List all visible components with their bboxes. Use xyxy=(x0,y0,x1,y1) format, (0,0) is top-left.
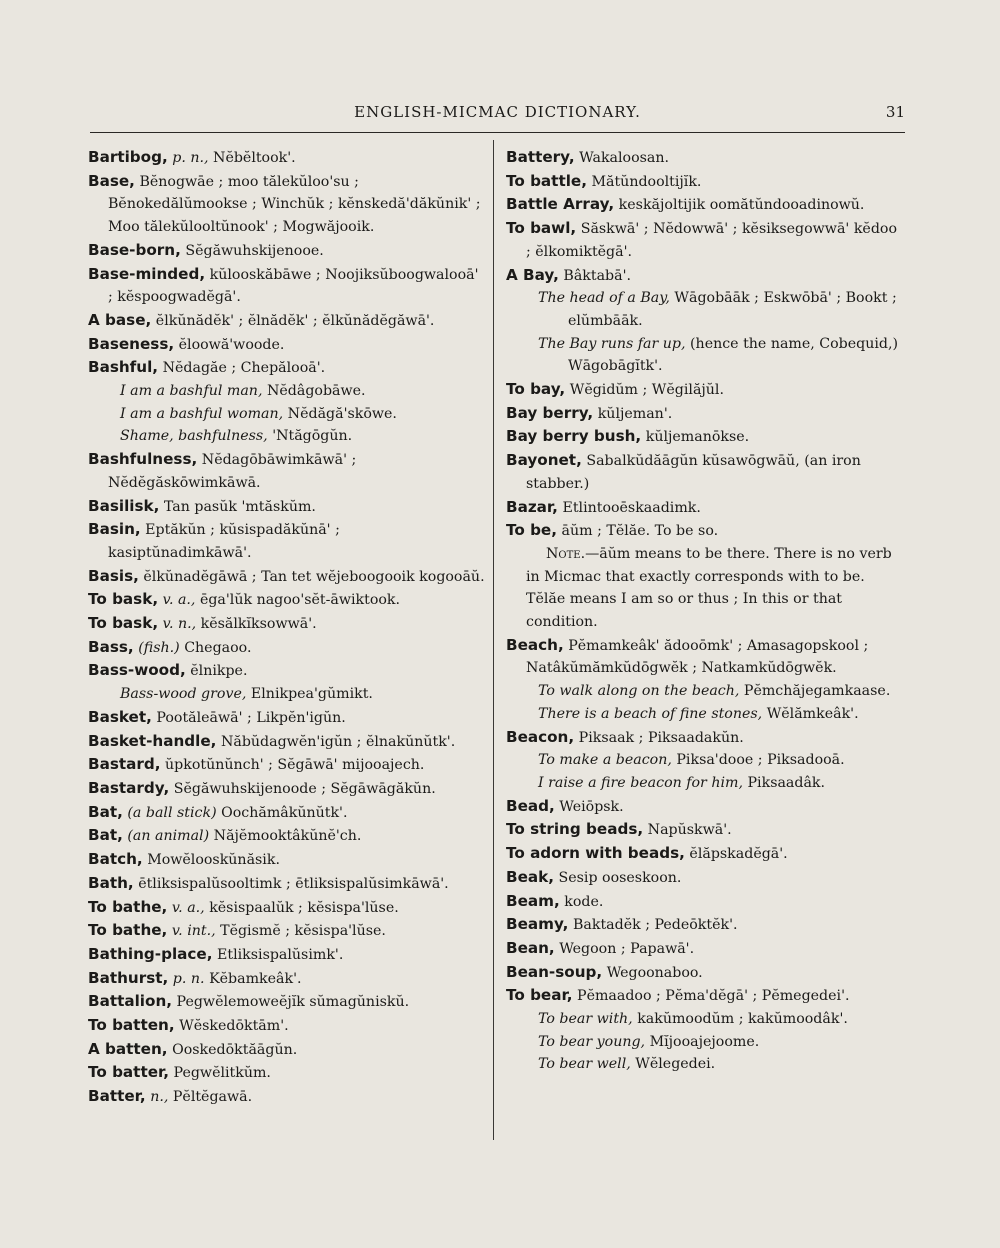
headword: Bastardy, xyxy=(88,778,170,797)
headword: A base, xyxy=(88,310,152,329)
dictionary-entry xyxy=(88,1085,486,1109)
example-phrase xyxy=(506,333,906,378)
dictionary-entry xyxy=(88,872,486,896)
translation: Etlintooēskaadimk. xyxy=(562,499,701,516)
example-phrase xyxy=(506,703,906,726)
dictionary-entry xyxy=(506,634,906,680)
translation: Wĕskedōktām'. xyxy=(179,1018,289,1035)
headword: Bazar, xyxy=(506,497,558,516)
grammar-note: v. a., xyxy=(162,592,196,609)
page-title: ENGLISH-MICMAC DICTIONARY. xyxy=(354,103,641,121)
translation: Weiōpsk. xyxy=(559,798,624,815)
dictionary-entry xyxy=(506,795,906,819)
dictionary-entry xyxy=(88,636,486,660)
translation: Sĕgăwuhskijenoode ; Sĕgāwāgăkŭn. xyxy=(173,780,436,797)
translation: kŭlooskăbāwe ; Noojiksŭboogwalooā' ; kĕspoogwadĕgā'. xyxy=(108,266,479,306)
translation: Piksaadâk. xyxy=(747,774,826,791)
dictionary-entry xyxy=(88,146,486,170)
dictionary-entry xyxy=(506,449,906,495)
example-phrase xyxy=(506,1008,906,1031)
translation: Năbŭdagwĕn'igŭn ; ĕlnakŭnŭtk'. xyxy=(220,733,456,750)
headword: Battle Array, xyxy=(506,195,615,214)
page-number: 31 xyxy=(885,103,905,121)
dictionary-entry xyxy=(88,919,486,943)
headword: Battalion, xyxy=(88,992,173,1011)
headword: Basket, xyxy=(88,707,152,726)
headword: To bay, xyxy=(506,380,566,399)
translation: Piksa'dooe ; Piksadooā. xyxy=(676,752,845,769)
headword: To bear, xyxy=(506,986,573,1005)
translation: (hence the name, Cobequid,) Wāgobāgĭtk'. xyxy=(568,335,899,375)
phrase: To bear young, xyxy=(538,1033,646,1050)
phrase: The Bay runs far up, xyxy=(538,335,686,352)
headword: Bat, xyxy=(88,802,123,821)
example-phrase xyxy=(88,380,486,403)
headword: To bask, xyxy=(88,590,159,609)
headword: To batten, xyxy=(88,1016,175,1035)
translation: ĕlnikpe. xyxy=(190,663,248,680)
dictionary-entry xyxy=(88,967,486,991)
headword: Bass-wood, xyxy=(88,661,186,680)
translation: ĕlkŭnadĕgāwā ; Tan tet wĕjeboogooik kogooāŭ. xyxy=(143,568,485,585)
translation: Pĕmchăjegamkaase. xyxy=(743,683,891,700)
dictionary-entry xyxy=(506,890,906,914)
dictionary-entry xyxy=(506,961,906,985)
phrase: The head of a Bay, xyxy=(538,290,670,307)
headword: A batten, xyxy=(88,1039,168,1058)
translation: Wegoon ; Papawā'. xyxy=(559,940,695,957)
example-phrase xyxy=(88,683,486,706)
headword: Batch, xyxy=(88,850,143,869)
dictionary-entry xyxy=(506,170,906,194)
translation: Sabalkŭdăāgŭn kŭsawōgwāŭ, (an iron stabber.) xyxy=(526,453,861,492)
translation: Bĕnogwāe ; moo tălekŭloo'su ; Bĕnokedălŭmookse ; Winchŭk ; kĕnskedă'dăkŭnik' ; Moo tălekŭlooltŭnook' ; Mogwăjooik. xyxy=(108,173,481,236)
dictionary-entry xyxy=(506,842,906,866)
headword: Beach, xyxy=(506,635,564,654)
left-column xyxy=(88,146,486,1109)
grammar-note: v. n., xyxy=(162,616,197,633)
dictionary-entry xyxy=(88,848,486,872)
headword: Beamy, xyxy=(506,915,569,934)
translation: Piksaak ; Piksaadakŭn. xyxy=(578,729,744,746)
example-phrase xyxy=(506,749,906,772)
headword: Bartibog, xyxy=(88,148,168,166)
translation: Pĕmamkeâk' ădooōmk' ; Amasagopskool ; Natâkŭmămkŭdōgwĕk ; Natkamkŭdōgwĕk. xyxy=(526,637,869,677)
headword: Bay berry, xyxy=(506,403,594,422)
dictionary-entry xyxy=(88,896,486,920)
headword: Beak, xyxy=(506,867,554,886)
grammar-note: (fish.) xyxy=(138,639,180,656)
translation: Mĭjooajejoome. xyxy=(649,1033,760,1050)
dictionary-entry xyxy=(88,1014,486,1038)
dictionary-entry xyxy=(88,518,486,564)
translation: Wĕlămkeâk'. xyxy=(766,705,859,722)
translation: Năjĕmooktâkŭnĕ'ch. xyxy=(213,828,362,845)
example-phrase xyxy=(506,680,906,703)
headword: Bay berry bush, xyxy=(506,427,642,446)
dictionary-entry xyxy=(88,730,486,754)
grammar-note: (an animal) xyxy=(127,828,210,845)
dictionary-entry xyxy=(506,425,906,449)
example-phrase xyxy=(506,772,906,795)
dictionary-entry xyxy=(88,1038,486,1062)
translation: ŭpkotŭnŭnch' ; Sĕgāwā' mijooajech. xyxy=(165,757,425,774)
grammar-note: n., xyxy=(150,1089,169,1106)
translation: ĕlkŭnădĕk' ; ĕlnădĕk' ; ĕlkŭnădĕgăwā'. xyxy=(155,312,435,329)
translation: kode. xyxy=(564,893,604,910)
grammar-note: p. n. xyxy=(172,970,205,987)
phrase: I am a bashful man, xyxy=(120,383,263,400)
translation: kŭljemanōkse. xyxy=(645,429,750,446)
headword: Bastard, xyxy=(88,755,161,774)
headword: To bask, xyxy=(88,614,159,633)
column-divider xyxy=(493,140,494,1140)
grammar-note: v. a., xyxy=(171,899,205,916)
dictionary-entry xyxy=(506,726,906,750)
phrase: There is a beach of fine stones, xyxy=(538,705,763,722)
running-header xyxy=(90,103,905,125)
translation: Elnikpea'gŭmikt. xyxy=(250,686,373,703)
headword: Basis, xyxy=(88,566,139,585)
headword: To battle, xyxy=(506,171,587,190)
translation: Wĕlegedei. xyxy=(635,1056,716,1073)
translation: kĕsălkĭksowwā'. xyxy=(200,616,317,633)
dictionary-entry xyxy=(88,943,486,967)
headword: Bashfulness, xyxy=(88,450,198,469)
translation: keskăjoltijik oomătŭndooadinowŭ. xyxy=(618,197,865,214)
phrase: I raise a fire beacon for him, xyxy=(538,774,743,791)
translation: Pootăleāwā' ; Likpĕn'igŭn. xyxy=(156,709,346,726)
dictionary-entry xyxy=(88,706,486,730)
headword: To bathe, xyxy=(88,897,168,916)
headword: Bass, xyxy=(88,637,134,656)
header-rule xyxy=(90,132,905,133)
translation: Wakaloosan. xyxy=(579,150,670,166)
example-phrase xyxy=(506,1031,906,1054)
headword: To bawl, xyxy=(506,219,577,238)
dictionary-entry xyxy=(88,753,486,777)
phrase: Shame, bashfulness, xyxy=(120,428,268,445)
headword: Batter, xyxy=(88,1087,146,1106)
dictionary-entry xyxy=(88,565,486,589)
translation: kŭljeman'. xyxy=(597,405,673,422)
translation: kakŭmoodŭm ; kakŭmoodâk'. xyxy=(637,1011,848,1028)
dictionary-entry xyxy=(506,818,906,842)
headword: Baseness, xyxy=(88,334,175,353)
dictionary-entry xyxy=(506,866,906,890)
phrase: To make a beacon, xyxy=(538,752,672,769)
headword: To bathe, xyxy=(88,921,168,940)
translation: Baktadĕk ; Pedeōktĕk'. xyxy=(572,917,738,934)
translation: Nĕdâgobāwe. xyxy=(266,383,366,400)
dictionary-entry xyxy=(88,801,486,825)
dictionary-entry xyxy=(88,1061,486,1085)
translation: Kĕbamkeâk'. xyxy=(209,970,302,987)
dictionary-entry xyxy=(88,309,486,333)
translation: Pegwĕlemoweĕjĭk sŭmagŭniskŭ. xyxy=(176,994,410,1011)
translation: Wegoonaboo. xyxy=(606,964,703,981)
headword: Battery, xyxy=(506,148,575,166)
translation: Wāgobāāk ; Eskwōbā' ; Bookt ; elŭmbāāk. xyxy=(568,290,897,329)
dictionary-entry xyxy=(88,356,486,380)
translation: Wĕgidŭm ; Wĕgilăjŭl. xyxy=(569,382,724,399)
dictionary-entry xyxy=(88,495,486,519)
grammar-note: (a ball stick) xyxy=(127,804,217,821)
headword: Bathurst, xyxy=(88,968,169,987)
translation: Pĕltĕgawā. xyxy=(172,1089,253,1106)
headword: Bean-soup, xyxy=(506,962,603,981)
dictionary-entry xyxy=(506,913,906,937)
headword: Beacon, xyxy=(506,727,575,746)
dictionary-entry xyxy=(506,519,906,543)
translation: Mowĕlooskŭnăsik. xyxy=(147,852,280,869)
note-text: —āŭm means to be there. There is no verb in Micmac that exactly corresponds with to be. Tĕlăe means I am so or thus ; In this or that condition. xyxy=(526,545,892,631)
usage-note xyxy=(506,543,906,634)
headword: Basket-handle, xyxy=(88,731,217,750)
headword: Beam, xyxy=(506,891,560,910)
example-phrase xyxy=(88,403,486,426)
translation: Săskwā' ; Nĕdowwā' ; kĕsiksegowwā' kĕdoo ; ĕlkomiktĕgā'. xyxy=(526,221,897,260)
dictionary-entry xyxy=(88,659,486,683)
translation: Napŭskwā'. xyxy=(647,822,732,839)
headword: Bashful, xyxy=(88,358,159,377)
example-phrase xyxy=(506,1053,906,1076)
translation: Oochămâkŭnŭtk'. xyxy=(221,804,348,821)
dictionary-entry xyxy=(506,984,906,1008)
translation: ētliksispalŭsooltimk ; ētliksispalŭsimkāwā'. xyxy=(138,875,449,892)
headword: Bathing-place, xyxy=(88,944,213,963)
dictionary-entry xyxy=(88,263,486,309)
headword: Base, xyxy=(88,171,135,190)
headword: To batter, xyxy=(88,1063,170,1082)
translation: Sĕgăwuhskijenooe. xyxy=(185,242,324,259)
translation: kĕsispaalŭk ; kĕsispa'lŭse. xyxy=(209,899,399,916)
example-phrase xyxy=(506,287,906,332)
translation: Tĕgismĕ ; kĕsispa'lŭse. xyxy=(220,923,386,940)
dictionary-entry xyxy=(506,937,906,961)
headword: Bead, xyxy=(506,796,555,815)
dictionary-entry xyxy=(88,239,486,263)
phrase: I am a bashful woman, xyxy=(120,405,284,422)
grammar-note: v. int., xyxy=(171,923,216,940)
headword: Basin, xyxy=(88,520,141,539)
headword: Bean, xyxy=(506,938,555,957)
translation: Tan pasŭk 'mtăskŭm. xyxy=(163,498,316,515)
headword: To adorn with beads, xyxy=(506,844,685,863)
translation: Mătŭndooltijĭk. xyxy=(591,173,702,190)
headword: Bayonet, xyxy=(506,451,582,470)
dictionary-entry xyxy=(88,990,486,1014)
translation: Etliksispalŭsimk'. xyxy=(217,946,344,963)
dictionary-entry xyxy=(506,378,906,402)
phrase: To walk along on the beach, xyxy=(538,683,740,700)
headword: Base-minded, xyxy=(88,264,206,283)
translation: Pegwĕlitkŭm. xyxy=(173,1065,271,1082)
translation: Chegaoo. xyxy=(184,639,252,656)
phrase: To bear well, xyxy=(538,1056,631,1073)
translation: Nĕdagōbāwimkāwā' ; Nĕdĕgăskōwimkāwā. xyxy=(108,452,357,491)
dictionary-entry xyxy=(88,777,486,801)
translation: āŭm ; Tĕlăe. To be so. xyxy=(561,523,719,540)
translation: Nĕdagăe ; Chepălooā'. xyxy=(162,360,326,377)
right-column xyxy=(506,146,906,1076)
note-label: Note. xyxy=(546,545,586,562)
translation: Nĕbĕltook'. xyxy=(213,150,296,166)
dictionary-entry xyxy=(88,588,486,612)
translation: ĕlăpskadĕgā'. xyxy=(689,846,788,863)
dictionary-entry xyxy=(88,612,486,636)
translation: 'Ntăgōgŭn. xyxy=(272,428,353,445)
translation: Nĕdăgă'skōwe. xyxy=(287,405,397,422)
phrase: To bear with, xyxy=(538,1011,633,1028)
headword: Basilisk, xyxy=(88,496,160,515)
dictionary-entry xyxy=(506,217,906,263)
headword: Bat, xyxy=(88,826,123,845)
headword: A Bay, xyxy=(506,265,559,284)
headword: To string beads, xyxy=(506,820,644,839)
dictionary-entry xyxy=(506,496,906,520)
translation: Ooskedōktăāgŭn. xyxy=(172,1041,298,1058)
translation: Eptăkŭn ; kŭsispadăkŭnā' ; kasiptŭnadimkāwā'. xyxy=(108,522,340,561)
phrase: Bass-wood grove, xyxy=(120,686,247,703)
translation: Pĕmaadoo ; Pĕma'dĕgā' ; Pĕmegedei'. xyxy=(577,988,850,1005)
headword: To be, xyxy=(506,521,558,540)
dictionary-entry xyxy=(88,448,486,494)
dictionary-entry xyxy=(506,402,906,426)
dictionary-entry xyxy=(506,193,906,217)
translation: ĕloowă'woode. xyxy=(178,336,285,353)
example-phrase xyxy=(88,425,486,448)
headword: Base-born, xyxy=(88,240,181,259)
grammar-note: p. n., xyxy=(172,150,209,166)
dictionary-entry xyxy=(506,264,906,288)
translation: ēga'lŭk nagoo'sĕt-āwiktook. xyxy=(199,592,401,609)
translation: Sesip ooseskoon. xyxy=(558,869,682,886)
dictionary-entry xyxy=(88,333,486,357)
translation: Bâktabā'. xyxy=(563,267,631,284)
dictionary-entry xyxy=(88,824,486,848)
headword: Bath, xyxy=(88,873,134,892)
dictionary-entry xyxy=(88,170,486,239)
dictionary-entry xyxy=(506,146,906,170)
